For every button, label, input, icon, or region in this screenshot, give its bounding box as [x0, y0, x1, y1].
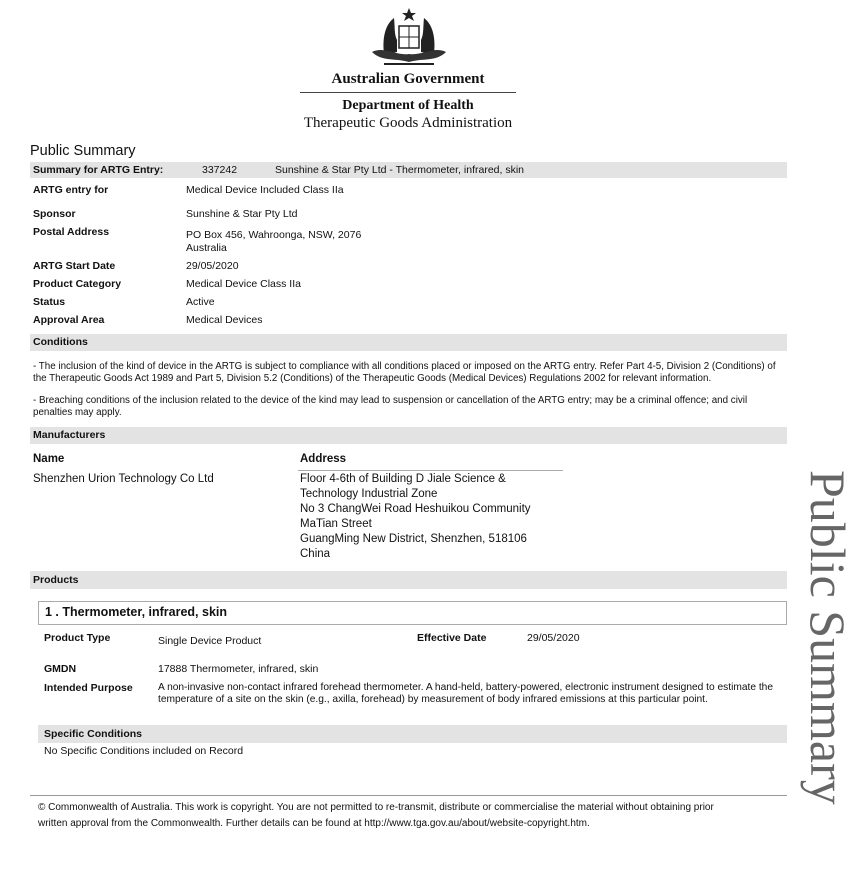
manufacturer-name: Shenzhen Urion Technology Co Ltd [33, 473, 214, 485]
page-title: Public Summary [30, 143, 136, 159]
specific-conditions-heading: Specific Conditions [44, 728, 143, 740]
address-header-underline [298, 470, 563, 471]
manufacturers-heading: Manufacturers [33, 429, 106, 441]
effective-date-label: Effective Date [417, 632, 487, 644]
intended-purpose-value: A non-invasive non-contact infrared forehead thermometer. A hand-held, battery-powered, electronic instrument designed to estimate the temperature of a site on the skin (e.g., axilla, forehead) by measurement of body infrared emissions at this particular point. [158, 682, 773, 705]
entry-name: Sunshine & Star Pty Ltd - Thermometer, infrared, skin [275, 164, 525, 176]
conditions-text-2: - Breaching conditions of the inclusion related to the device of the kind may lead to suspension or cancellation of the ARTG entry; may be a criminal offence; and civil penalties may apply. [33, 395, 748, 418]
detail-label: Approval Area [33, 314, 105, 326]
detail-value: Medical Devices [186, 314, 263, 326]
manufacturers-heading-bar [30, 427, 787, 444]
intended-purpose-label: Intended Purpose [44, 682, 133, 694]
detail-value: PO Box 456, Wahroonga, NSW, 2076 [186, 229, 362, 241]
address-line: Technology Industrial Zone [300, 488, 438, 500]
address-line: Floor 4-6th of Building D Jiale Science & [300, 473, 506, 485]
name-column-header: Name [33, 453, 65, 465]
product-type-value: Single Device Product [158, 635, 262, 647]
conditions-heading: Conditions [33, 336, 88, 348]
detail-value: Medical Device Included Class IIa [186, 184, 344, 196]
department-name: Department of Health [342, 98, 474, 113]
coat-of-arms-icon [364, 6, 454, 70]
gmdn-value: 17888 Thermometer, infrared, skin [158, 663, 319, 675]
detail-label: ARTG Start Date [33, 260, 116, 272]
address-column-header: Address [300, 453, 347, 465]
address-line: GuangMing New District, Shenzhen, 518106 [300, 533, 527, 545]
header-divider [300, 92, 516, 93]
copyright-line: © Commonwealth of Australia. This work is copyright. You are not permitted to re-transmit, distribute or commercialise the material without obtaining prior [38, 802, 714, 813]
detail-value: Australia [186, 242, 227, 254]
gmdn-label: GMDN [44, 663, 77, 675]
manufacturer-address [300, 472, 580, 562]
specific-conditions-bar [38, 725, 787, 743]
footer-divider [30, 795, 787, 796]
detail-value: Sunshine & Star Pty Ltd [186, 208, 298, 220]
copyright-footer [38, 800, 788, 832]
products-heading-bar [30, 571, 787, 589]
address-line: MaTian Street [300, 518, 372, 530]
detail-value: Active [186, 296, 215, 308]
detail-label: Status [33, 296, 66, 308]
copyright-line: written approval from the Commonwealth. Further details can be found at http://www.tga.gov.au/about/website-copyright.htm. [38, 818, 590, 829]
detail-value: 29/05/2020 [186, 260, 239, 272]
entry-number: 337242 [202, 164, 238, 176]
detail-label: Sponsor [33, 208, 76, 220]
public-summary-watermark: Public Summary [800, 470, 856, 805]
product-title-box [38, 601, 787, 625]
conditions-heading-bar [30, 334, 787, 351]
summary-label: Summary for ARTG Entry: [33, 164, 164, 176]
agency-name: Therapeutic Goods Administration [303, 115, 513, 131]
address-line: China [300, 548, 331, 560]
detail-label: Product Category [33, 278, 122, 290]
products-heading: Products [33, 574, 79, 586]
summary-bar [30, 162, 787, 178]
effective-date-value: 29/05/2020 [527, 632, 580, 644]
address-line: No 3 ChangWei Road Heshuikou Community [300, 503, 531, 515]
product-type-label: Product Type [44, 632, 111, 644]
conditions-text-1: - The inclusion of the kind of device in the ARTG is subject to compliance with all conditions placed or imposed on the ARTG entry. Refer Part 4-5, Division 2 (Conditions) of the Therapeutic Goods Act 1989 and Part 5, Division 5.2 (Conditions) of the Therapeutic Goods (Medical Devices) Regulations 2002 for relevant information. [33, 361, 776, 384]
specific-conditions-text: No Specific Conditions included on Record [44, 745, 244, 757]
detail-label: ARTG entry for [33, 184, 109, 196]
government-title: Australian Government [331, 71, 485, 87]
detail-value: Medical Device Class IIa [186, 278, 301, 290]
product-title: 1 . Thermometer, infrared, skin [45, 605, 228, 619]
detail-label: Postal Address [33, 226, 110, 238]
